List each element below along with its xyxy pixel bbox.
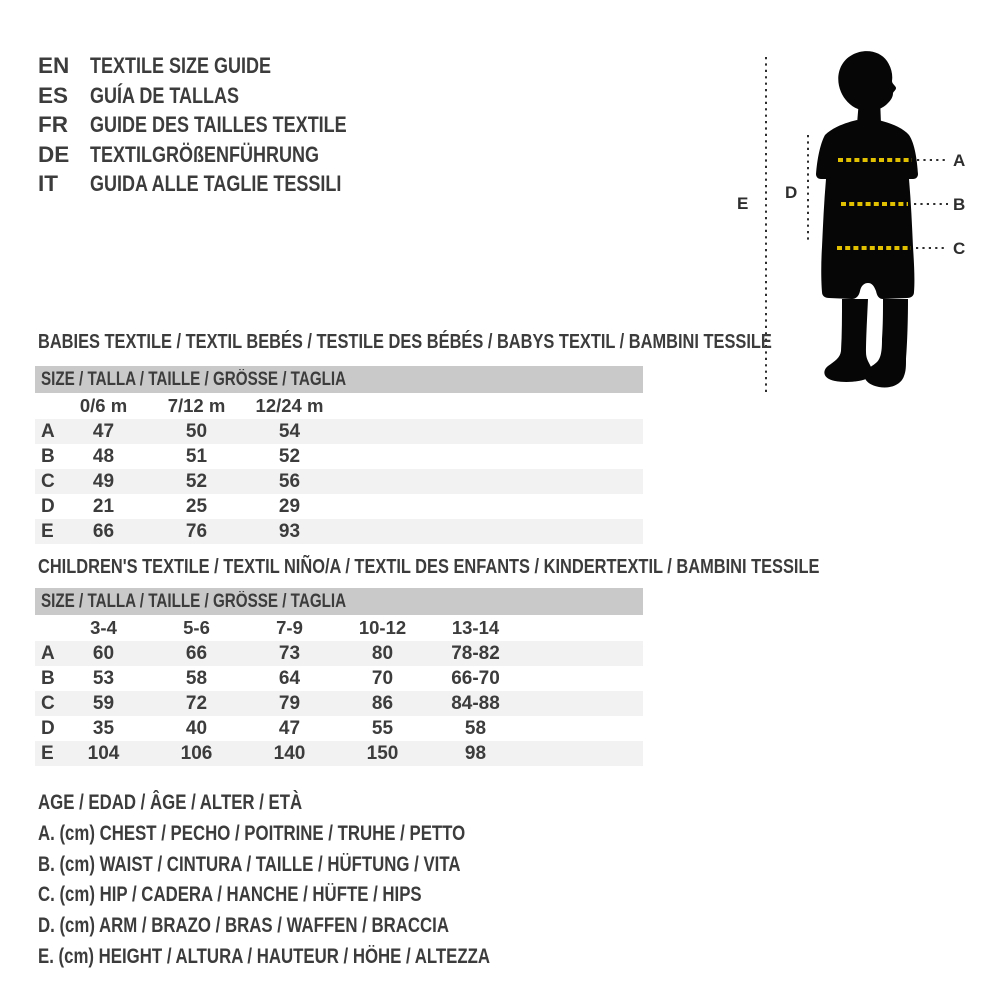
- language-row-fr: [38, 110, 411, 140]
- children-column-header-row: [35, 615, 643, 641]
- table-row: [35, 641, 643, 666]
- marker-label-c: C: [953, 239, 966, 258]
- marker-label-d: D: [785, 183, 798, 202]
- table-cell: 84-88: [451, 693, 500, 714]
- babies-column-header-row: [35, 393, 643, 419]
- table-cell: 29: [278, 496, 301, 517]
- column-header: 10-12: [358, 617, 407, 638]
- guide-title: TEXTILGRÖßENFÜHRUNG: [90, 141, 319, 167]
- table-cell: 140: [273, 743, 306, 764]
- column-header: 13-14: [451, 617, 500, 638]
- table-cell: 86: [371, 693, 394, 714]
- guide-title: GUIDE DES TAILLES TEXTILE: [90, 112, 347, 138]
- legend-text: C. (cm) HIP / CADERA / HANCHE / HÜFTE / HIPS: [38, 883, 422, 907]
- legend-text: D. (cm) ARM / BRAZO / BRAS / WAFFEN / BRACCIA: [38, 914, 449, 938]
- table-cell: 40: [185, 718, 208, 739]
- guide-title: TEXTILE SIZE GUIDE: [90, 53, 272, 78]
- table-cell: 66-70: [451, 668, 500, 689]
- marker-label-b: B: [953, 195, 966, 214]
- table-cell: 35: [92, 718, 115, 739]
- table-cell: 21: [92, 496, 115, 517]
- marker-label-e: E: [737, 194, 749, 213]
- table-row: [35, 716, 643, 741]
- table-cell: 55: [371, 718, 394, 739]
- legend-line-height: [38, 942, 603, 973]
- language-row-en: [38, 51, 411, 81]
- table-cell: 58: [464, 718, 487, 739]
- legend-text: B. (cm) WAIST / CINTURA / TAILLE / HÜFTUNG / VITA: [38, 852, 461, 876]
- language-code: FR: [38, 112, 68, 138]
- guide-title: GUÍA DE TALLAS: [90, 82, 239, 108]
- column-header: 12/24 m: [255, 395, 324, 416]
- table-row: [35, 691, 643, 716]
- children-size-table: [35, 588, 643, 766]
- column-header: 7-9: [276, 617, 303, 638]
- row-label: A: [41, 421, 55, 442]
- size-header-label: SIZE / TALLA / TAILLE / GRÖSSE / TAGLIA: [41, 591, 347, 612]
- children-section-title: [38, 556, 1000, 578]
- table-cell: 48: [92, 446, 115, 467]
- column-header: 0/6 m: [79, 395, 128, 416]
- row-label: E: [41, 521, 54, 542]
- table-row: [35, 444, 643, 469]
- table-cell: 54: [278, 421, 301, 442]
- language-row-de: [38, 140, 411, 170]
- column-header: 7/12 m: [167, 395, 226, 416]
- language-code: ES: [38, 82, 69, 108]
- table-cell: 53: [92, 668, 115, 689]
- babies-section-title-text: BABIES TEXTILE / TEXTIL BEBÉS / TESTILE DES BÉBÉS / BABYS TEXTIL / BAMBINI TESSILE: [38, 330, 772, 353]
- legend-text: AGE / EDAD / ÂGE / ALTER / ETÀ: [38, 791, 303, 814]
- table-row: [35, 741, 643, 766]
- legend-line-waist: [38, 850, 603, 881]
- babies-size-table: [35, 366, 643, 544]
- column-header: 3-4: [90, 617, 117, 638]
- row-label: B: [41, 668, 55, 689]
- marker-label-a: A: [953, 151, 966, 170]
- table-row: [35, 666, 643, 691]
- table-cell: 98: [464, 743, 487, 764]
- table-cell: 78-82: [451, 643, 500, 664]
- table-cell: 58: [185, 668, 208, 689]
- guide-title: GUIDA ALLE TAGLIE TESSILI: [90, 171, 342, 197]
- table-cell: 47: [278, 718, 301, 739]
- table-cell: 76: [185, 521, 208, 542]
- table-cell: 52: [185, 471, 208, 492]
- legend-text: A. (cm) CHEST / PECHO / POITRINE / TRUHE / PETTO: [38, 821, 466, 845]
- table-cell: 73: [278, 643, 301, 664]
- table-cell: 56: [278, 471, 301, 492]
- row-label: D: [41, 718, 55, 739]
- legend-line-hip: [38, 880, 603, 911]
- table-cell: 93: [278, 521, 301, 542]
- table-cell: 104: [87, 743, 120, 764]
- language-code: EN: [38, 53, 70, 78]
- table-cell: 47: [92, 421, 115, 442]
- table-cell: 59: [92, 693, 115, 714]
- language-row-it: [38, 169, 411, 199]
- language-code: DE: [38, 141, 70, 167]
- language-code: IT: [38, 171, 58, 197]
- row-label: C: [41, 693, 55, 714]
- row-label: A: [41, 643, 55, 664]
- table-cell: 79: [278, 693, 301, 714]
- table-cell: 80: [371, 643, 394, 664]
- row-label: B: [41, 446, 55, 467]
- column-header: 5-6: [183, 617, 210, 638]
- row-label: D: [41, 496, 55, 517]
- table-cell: 64: [278, 668, 301, 689]
- legend-line-age: [38, 788, 603, 819]
- legend-line-arm: [38, 911, 603, 942]
- table-cell: 52: [278, 446, 301, 467]
- table-cell: 150: [366, 743, 399, 764]
- size-header-label: SIZE / TALLA / TAILLE / GRÖSSE / TAGLIA: [41, 369, 347, 390]
- legend-line-chest: [38, 819, 603, 850]
- table-row: [35, 494, 643, 519]
- table-row: [35, 469, 643, 494]
- table-cell: 49: [92, 471, 115, 492]
- table-cell: 60: [92, 643, 115, 664]
- language-title-list: [38, 51, 411, 199]
- table-cell: 25: [185, 496, 208, 517]
- babies-table-header-bar: [35, 366, 643, 393]
- table-cell: 50: [185, 421, 208, 442]
- language-row-es: [38, 81, 411, 111]
- children-table-header-bar: [35, 588, 643, 615]
- measurement-legend: [38, 788, 603, 973]
- table-cell: 51: [185, 446, 208, 467]
- table-cell: 66: [92, 521, 115, 542]
- table-cell: 72: [185, 693, 208, 714]
- table-cell: 70: [371, 668, 394, 689]
- table-row: [35, 419, 643, 444]
- babies-section-title: [38, 331, 955, 353]
- row-label: E: [41, 743, 54, 764]
- table-row: [35, 519, 643, 544]
- row-label: C: [41, 471, 55, 492]
- table-cell: 66: [185, 643, 208, 664]
- table-cell: 106: [180, 743, 213, 764]
- row-label-spacer: [35, 393, 57, 419]
- row-label-spacer: [35, 615, 57, 641]
- children-section-title-text: CHILDREN'S TEXTILE / TEXTIL NIÑO/A / TEXTIL DES ENFANTS / KINDERTEXTIL / BAMBINI TESSILE: [38, 555, 820, 578]
- legend-text: E. (cm) HEIGHT / ALTURA / HAUTEUR / HÖHE / ALTEZZA: [38, 944, 491, 968]
